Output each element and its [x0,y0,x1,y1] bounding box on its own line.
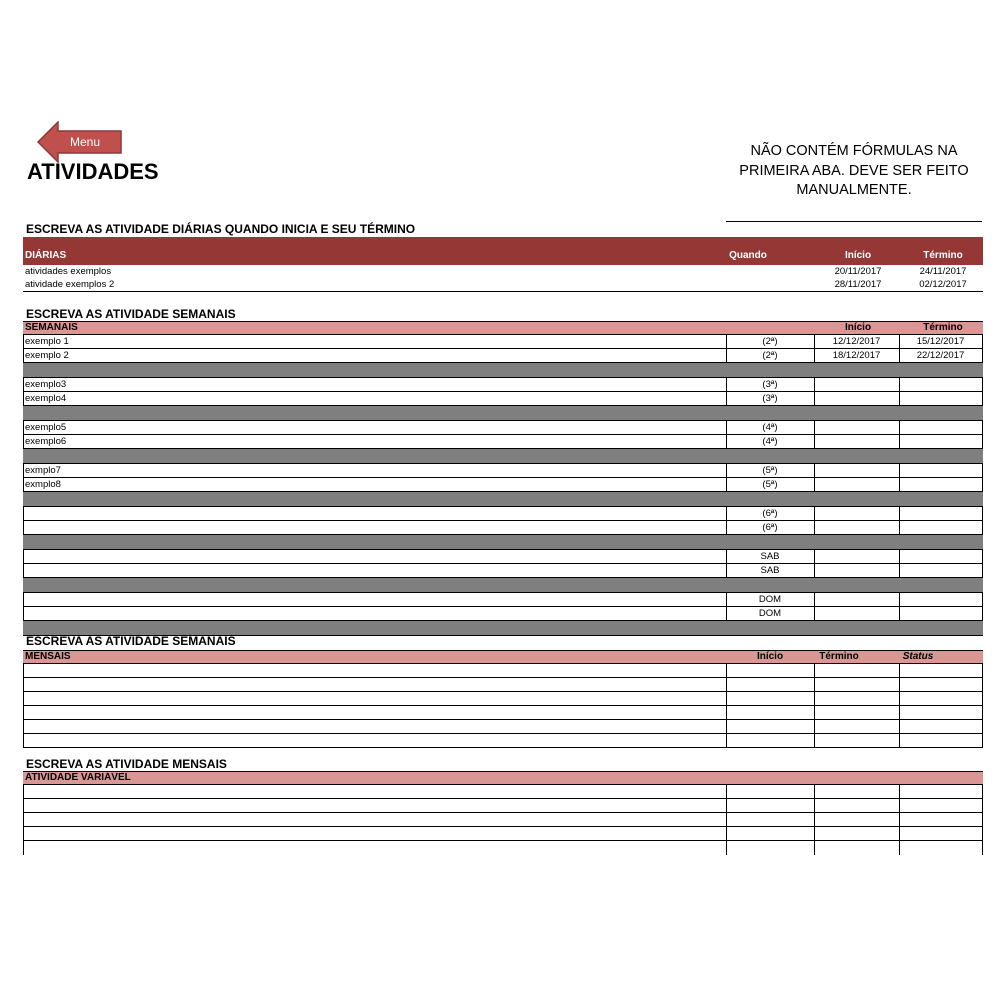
menu-label: Menu [69,135,101,149]
cell-border [23,507,24,521]
cell-border [23,335,24,349]
cell-border [982,664,983,678]
weekday: (4ª) [762,422,778,433]
weekday: (3ª) [762,379,778,390]
start-date: 18/12/2017 [832,350,881,361]
group-separator [23,406,983,421]
variable-header-row [23,771,983,785]
header-semanais: SEMANAIS [25,322,78,333]
cell-border [23,478,24,492]
cell-border [814,813,815,827]
cell-border [899,664,900,678]
cell-border [814,799,815,813]
start-date: 12/12/2017 [832,336,881,347]
cell-border [899,841,900,855]
group-separator [23,535,983,550]
end-date: 22/12/2017 [916,350,965,361]
weekday: DOM [758,594,782,605]
header-inicio: Início [844,322,872,333]
activity-name: exemplo3 [25,379,67,390]
cell-border [23,734,24,748]
cell-border [899,435,900,449]
end-date: 02/12/2017 [919,279,967,290]
cell-border [23,607,24,621]
header-termino: Término [819,651,859,662]
weekday: (2ª) [762,336,778,347]
cell-border [899,521,900,535]
cell-border [726,799,727,813]
cell-border [23,706,24,720]
cell-border [814,478,815,492]
cell-border [726,827,727,841]
weekly-header-row [23,321,983,335]
activity-name: exmplo7 [25,465,61,476]
cell-border [726,692,727,706]
cell-border [899,464,900,478]
cell-border [982,464,983,478]
table-row[interactable] [23,550,983,564]
table-row[interactable] [23,706,983,720]
menu-back-button[interactable] [37,121,123,163]
cell-border [726,678,727,692]
cell-border [982,550,983,564]
cell-border [899,421,900,435]
activity-name: atividades exemplos [25,266,112,277]
cell-border [814,706,815,720]
variable-body [23,785,983,854]
cell-border [814,521,815,535]
cell-border [23,813,24,827]
monthly-section-title: ESCREVA AS ATIVIDADE SEMANAIS [26,634,236,648]
weekday: (5ª) [762,479,778,490]
cell-border [982,593,983,607]
cell-border [982,734,983,748]
cell-border [726,813,727,827]
cell-border [814,720,815,734]
cell-border [23,521,24,535]
cell-border [899,799,900,813]
cell-border [899,478,900,492]
cell-border [814,564,815,578]
cell-border [23,564,24,578]
cell-border [726,734,727,748]
cell-border [982,813,983,827]
cell-border [814,593,815,607]
cell-border [982,841,983,855]
cell-border [899,564,900,578]
cell-border [982,607,983,621]
end-date: 15/12/2017 [916,336,965,347]
cell-border [899,507,900,521]
header-status: Status [902,651,934,662]
table-row[interactable] [23,335,983,349]
cell-border [814,435,815,449]
table-row[interactable] [23,564,983,578]
cell-border [982,478,983,492]
cell-border [899,827,900,841]
cell-border [23,550,24,564]
cell-border [982,349,983,363]
cell-border [899,378,900,392]
cell-border [814,841,815,855]
activity-name: exemplo 1 [25,336,69,347]
group-separator [23,449,983,464]
group-separator [23,363,983,378]
weekday: SAB [760,565,780,576]
header-inicio: Início [844,250,872,261]
cell-border [23,720,24,734]
group-separator [23,492,983,507]
cell-border [23,435,24,449]
table-row[interactable] [23,607,983,621]
cell-border [899,593,900,607]
table-row[interactable] [23,464,983,478]
cell-border [814,827,815,841]
activity-name: exmplo8 [25,479,61,490]
cell-border [23,785,24,799]
cell-border [23,392,24,406]
variable-section-title: ESCREVA AS ATIVIDADE MENSAIS [26,757,227,771]
table-row[interactable] [23,265,983,278]
notice-underline [726,221,982,222]
group-separator [23,578,983,593]
cell-border [814,392,815,406]
cell-border [23,349,24,363]
weekday: (2ª) [762,350,778,361]
monthly-table [23,650,983,748]
cell-border [814,607,815,621]
cell-border [23,841,24,855]
start-date: 28/11/2017 [834,279,882,290]
table-row[interactable] [23,664,983,678]
cell-border [982,785,983,799]
activity-name: exemplo6 [25,436,67,447]
cell-border [899,706,900,720]
cell-border [814,692,815,706]
table-row[interactable] [23,435,983,449]
header-atividade-variavel: ATIVIDADE VARIÁVEL [25,772,131,783]
cell-border [899,734,900,748]
cell-border [726,785,727,799]
weekly-section-title: ESCREVA AS ATIVIDADE SEMANAIS [26,307,236,321]
weekday: (4ª) [762,436,778,447]
cell-border [23,664,24,678]
table-row[interactable] [23,841,983,854]
cell-border [982,378,983,392]
table-row[interactable] [23,785,983,799]
cell-border [982,692,983,706]
cell-border [982,827,983,841]
header-mensais: MENSAIS [25,651,71,662]
cell-border [814,378,815,392]
daily-header-row [23,237,983,265]
end-date: 24/11/2017 [919,266,967,277]
cell-border [899,678,900,692]
cell-border [982,421,983,435]
cell-border [814,785,815,799]
table-row[interactable] [23,521,983,535]
weekly-table [23,321,983,636]
cell-border [23,593,24,607]
start-date: 20/11/2017 [834,266,882,277]
cell-border [982,521,983,535]
table-row[interactable] [23,692,983,706]
weekday: (5ª) [762,465,778,476]
activity-name: exemplo4 [25,393,67,404]
cell-border [23,799,24,813]
cell-border [982,720,983,734]
cell-border [899,720,900,734]
table-row[interactable] [23,378,983,392]
monthly-header-row [23,650,983,664]
table-row[interactable] [23,478,983,492]
cell-border [814,464,815,478]
weekday: DOM [758,608,782,619]
notice-text: NÃO CONTÉM FÓRMULAS NA PRIMEIRA ABA. DEVE SER FEITO MANUALMENTE. [739,143,969,198]
cell-border [726,720,727,734]
cell-border [814,678,815,692]
daily-section-title: ESCREVA AS ATIVIDADE DIÁRIAS QUANDO INICIA E SEU TÉRMINO [26,222,416,236]
cell-border [982,435,983,449]
table-row[interactable] [23,349,983,363]
table-row[interactable] [23,799,983,813]
cell-border [726,841,727,855]
cell-border [23,421,24,435]
table-row[interactable] [23,720,983,734]
activity-name: exemplo5 [25,422,67,433]
cell-border [982,799,983,813]
weekly-body [23,335,983,636]
activity-name: exemplo 2 [25,350,69,361]
cell-border [899,392,900,406]
cell-border [23,692,24,706]
cell-border [899,550,900,564]
cell-border [814,664,815,678]
cell-border [982,335,983,349]
table-row[interactable] [23,678,983,692]
cell-border [814,550,815,564]
cell-border [899,785,900,799]
cell-border [982,678,983,692]
cell-border [899,607,900,621]
table-row[interactable] [23,813,983,827]
header-termino: Término [923,322,963,333]
weekday: (3ª) [762,393,778,404]
daily-table [23,237,983,292]
weekday: (6ª) [762,522,778,533]
cell-border [982,706,983,720]
table-row[interactable] [23,392,983,406]
cell-border [23,678,24,692]
cell-border [899,692,900,706]
header-inicio: Início [756,651,784,662]
activity-name: atividade exemplos 2 [25,279,115,290]
cell-border [982,392,983,406]
cell-border [726,706,727,720]
monthly-body [23,664,983,748]
weekday: SAB [760,551,780,562]
weekday: (6ª) [762,508,778,519]
header-quando: Quando [729,250,767,261]
table-row[interactable] [23,421,983,435]
header-diarias: DIÁRIAS [25,250,67,261]
cell-border [814,507,815,521]
cell-border [23,378,24,392]
header-termino: Término [923,250,963,261]
cell-border [814,421,815,435]
cell-border [899,813,900,827]
table-row[interactable] [23,734,983,748]
cell-border [814,734,815,748]
table-row[interactable] [23,827,983,841]
cell-border [982,507,983,521]
cell-border [23,827,24,841]
table-row[interactable] [23,507,983,521]
variable-table [23,771,983,854]
cell-border [726,664,727,678]
cell-border [982,564,983,578]
table-row[interactable] [23,278,983,292]
page-title: ATIVIDADES [27,159,159,184]
cell-border [23,464,24,478]
table-row[interactable] [23,593,983,607]
